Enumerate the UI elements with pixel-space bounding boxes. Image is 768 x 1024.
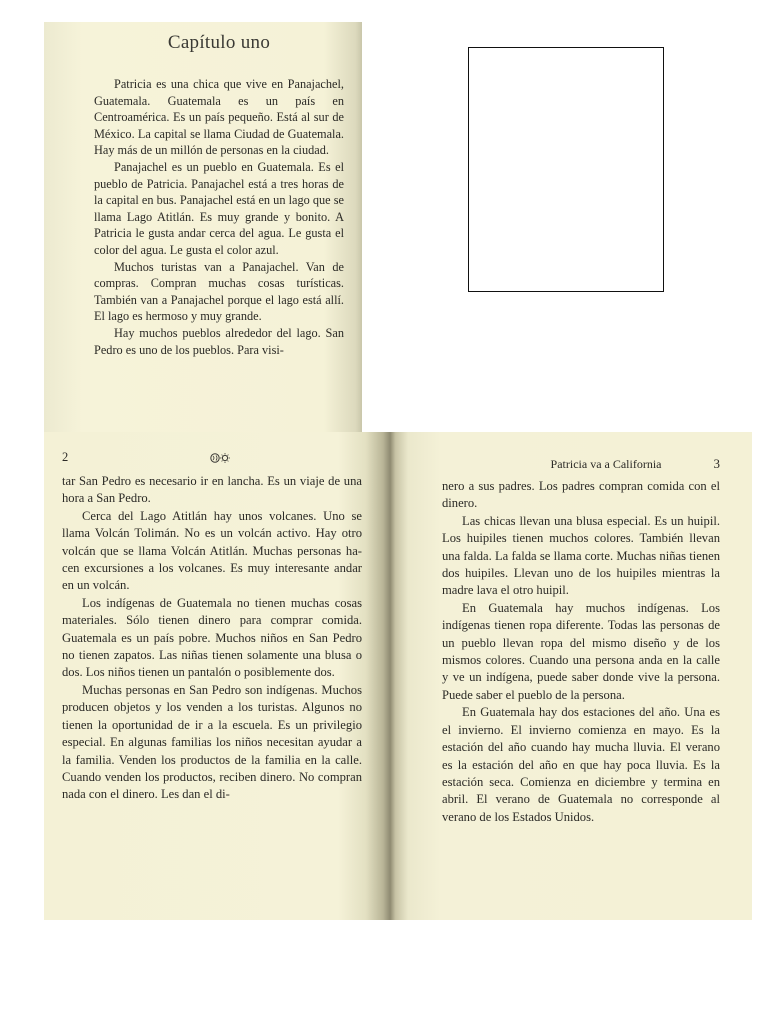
sun-moon-ornament-icon [208, 452, 232, 464]
paragraph: Hay muchos pueblos alrededor del lago. San Pedro es uno de los pueblos. Para visi- [94, 325, 344, 357]
page-header [442, 456, 720, 472]
paragraph: En Guatemala hay muchos indígenas. Los indígenas tienen ropa diferente. Todas las personas de un pueblo llevan ropa del mismo diseño y de los mismos colores. Cuando una persona anda en la calle y ve un indígena, puede saber donde vive la persona. Puede saber el pueblo de la persona. [442, 600, 720, 702]
page-chapter-one [44, 22, 362, 432]
page-number: 2 [62, 450, 69, 464]
paragraph: Patricia es una chica que vive en Panajachel, Guatemala. Guatemala es un país en Centroamérica. Es un país pequeño. Está al sur de México. La capital se llama Ciudad de Guatemala. Hay más de un millón de personas en la ciudad. [94, 77, 344, 158]
paragraph: Muchos turistas van a Panajachel. Van de compras. Compran muchas cosas turísticas. También van a Panajachel porque el lago está allí. El lago es hermoso y muy grande. [94, 259, 344, 324]
page-two [44, 432, 390, 920]
paragraph: Panajachel es un pueblo en Guatemala. Es el pueblo de Patricia. Panajachel está a tres horas de la capital en bus. Panajachel está en un lago que se llama Lago Atitlán. Es muy grande y bonito. A Patricia le gusta andar cerca del agua. Le gusta el color del agua. Le gusta el color azul. [94, 159, 344, 257]
chapter-title: Capítulo uno [167, 32, 271, 53]
paragraph: Los indígenas de Guatemala no tienen muchas cosas materiales. Sólo tienen dinero para comprar comida. Guatemala es un país pobre. Muchos niños en San Pedro no tienen zapatos. Las niñas tienen solamente una blusa o dos. Los niños tienen un pantalón o posiblemente dos. [62, 595, 362, 680]
paragraph: tar San Pedro es necesario ir en lancha. Es un viaje de una hora a San Pedro. [62, 474, 362, 506]
page-number: 3 [713, 456, 720, 471]
paragraph: Las chicas llevan una blusa especial. Es un huipil. Los huipiles tienen muchos colores. También llevan una falda. La falda se llama corte. Muchas niñas tienen dos huipiles. Llevan uno de los huipiles mientras la madre lava el otro huipil. [442, 513, 720, 598]
paragraph: En Guatemala hay dos estaciones del año. Una es el invierno. El invierno comienza en mayo. Es la estación del año cuando hay mucha lluvia. El verano es la estación del año en que hay poca lluvia. Es la estación seca. Comienza en diciembre y termina en abril. El verano de Guatemala no corresponde al verano de los Estados Unidos. [442, 705, 720, 824]
running-head: Patricia va a California [550, 456, 662, 471]
paragraph: Cerca del Lago Atitlán hay unos volcanes. Uno se llama Volcán Tolimán. No es un volcán activo. Hay otro volcán que se llama Volcán Atitlán. Muchas personas hacen excursiones a los volcanes. Es muy interesante andar en un volcán. [62, 508, 362, 593]
paragraph: Muchas personas en San Pedro son indígenas. Muchos producen objetos y los venden a los turistas. Algunos no tienen la oportunidad de ir a la escuela. Es un privilegio especial. En algunas familias los niños necesitan ayudar a la familia. Venden los productos de la familia en la calle. Cuando venden los productos, reciben dinero. No compran nada con el dinero. Les dan el di- [62, 682, 362, 802]
page-header [62, 450, 232, 465]
paragraph: nero a sus padres. Los padres compran comida con el dinero. [442, 479, 720, 511]
blank-image-frame [468, 47, 664, 292]
page-three [390, 432, 752, 920]
